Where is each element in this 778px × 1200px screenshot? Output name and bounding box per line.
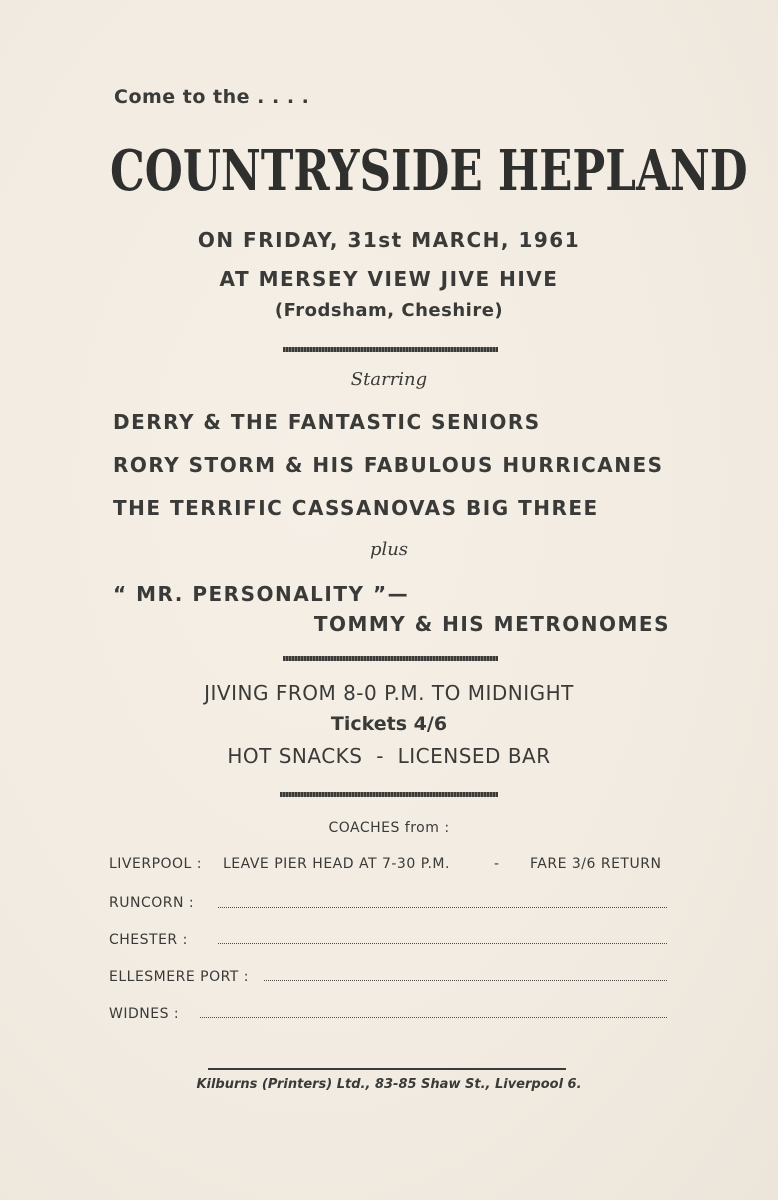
ticket-price: Tickets 4/6 bbox=[330, 713, 448, 735]
coaches-heading: COACHES from : bbox=[328, 820, 450, 836]
fill-in-line bbox=[200, 1017, 667, 1018]
fill-in-line bbox=[218, 943, 667, 944]
intro-text: Come to the . . . . bbox=[114, 86, 310, 108]
coach-liverpool-fare: FARE 3/6 RETURN bbox=[530, 856, 662, 872]
coach-liverpool-sep: - bbox=[494, 856, 500, 872]
coach-liverpool-depart: LEAVE PIER HEAD AT 7-30 P.M. bbox=[223, 856, 450, 872]
special-act-line1: “ MR. PERSONALITY ”— bbox=[113, 582, 410, 606]
act-line: DERRY & THE FANTASTIC SENIORS bbox=[113, 410, 541, 434]
event-venue: AT MERSEY VIEW JIVE HIVE bbox=[219, 267, 559, 291]
footer-rule bbox=[208, 1068, 566, 1070]
coach-runcorn-label: RUNCORN : bbox=[109, 895, 195, 911]
amenities: HOT SNACKS - LICENSED BAR bbox=[227, 744, 551, 768]
fill-in-line bbox=[264, 980, 667, 981]
event-date: ON FRIDAY, 31st MARCH, 1961 bbox=[197, 228, 581, 252]
act-line: THE TERRIFIC CASSANOVAS BIG THREE bbox=[113, 496, 599, 520]
coach-ellesmere-label: ELLESMERE PORT : bbox=[109, 969, 250, 985]
coach-chester-label: CHESTER : bbox=[109, 932, 188, 948]
jiving-hours: JIVING FROM 8-0 P.M. TO MIDNIGHT bbox=[204, 681, 574, 705]
fill-in-line bbox=[218, 907, 667, 908]
divider-rule bbox=[283, 347, 498, 352]
coach-liverpool-label: LIVERPOOL : bbox=[109, 856, 203, 872]
divider-rule bbox=[280, 792, 498, 797]
act-line: RORY STORM & HIS FABULOUS HURRICANES bbox=[113, 453, 664, 477]
coach-widnes-label: WIDNES : bbox=[109, 1006, 180, 1022]
divider-rule bbox=[283, 656, 498, 661]
event-location: (Frodsham, Cheshire) bbox=[274, 300, 504, 321]
special-act-line2: TOMMY & HIS METRONOMES bbox=[313, 612, 670, 636]
printer-credit: Kilburns (Printers) Ltd., 83-85 Shaw St., Liverpool 6. bbox=[196, 1077, 582, 1092]
plus-label: plus bbox=[369, 539, 409, 560]
starring-label: Starring bbox=[350, 369, 428, 390]
headline: COUNTRYSIDE HEPLAND bbox=[110, 138, 748, 204]
